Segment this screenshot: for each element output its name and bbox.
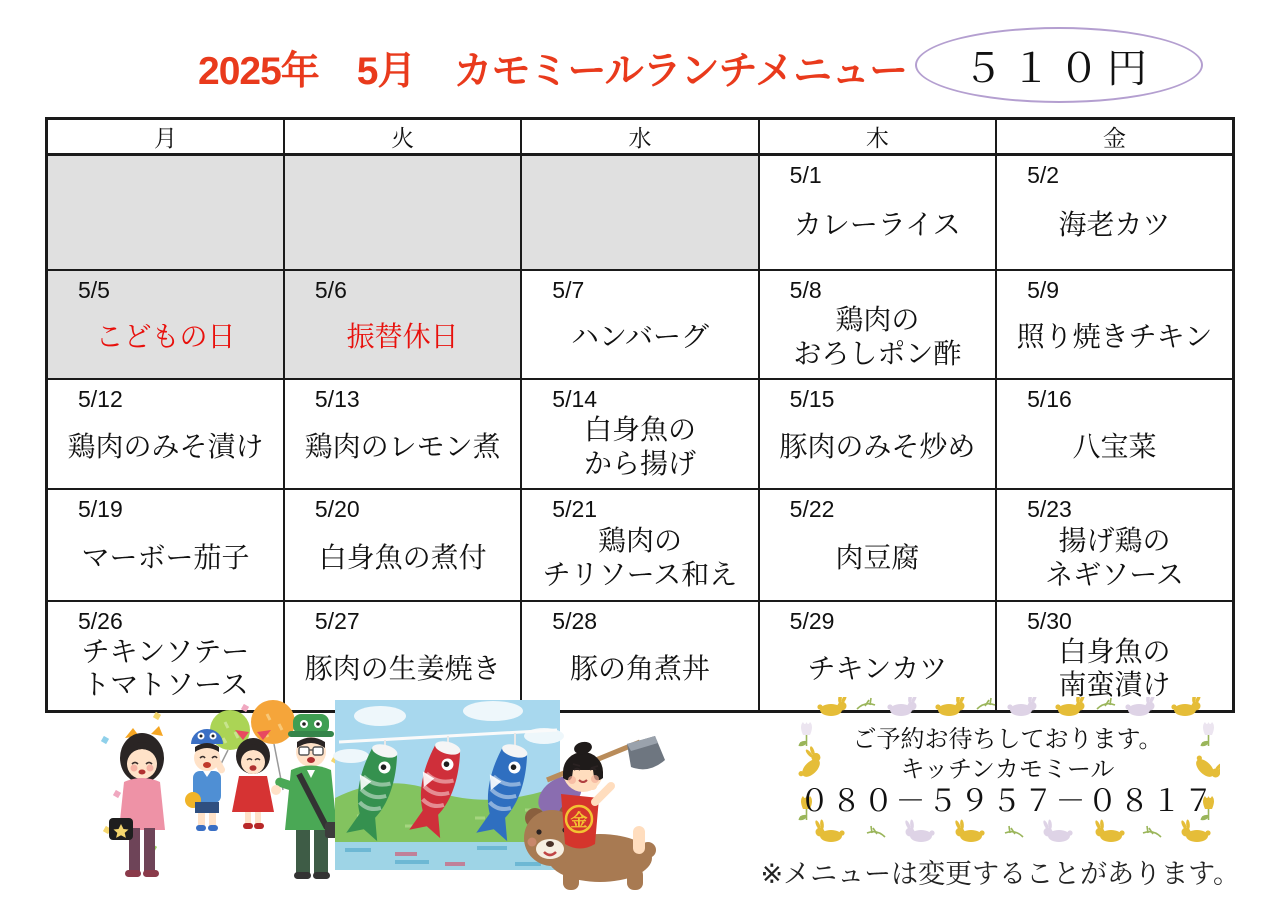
calendar-week-row [47, 270, 1234, 379]
cell-date: 5/13 [314, 386, 360, 413]
calendar-cell [996, 379, 1233, 489]
menu-line: 白身魚の [583, 414, 696, 446]
cell-date: 5/7 [552, 277, 585, 303]
day-header-cell: 金 [996, 119, 1233, 155]
cell-date: 5/12 [78, 386, 123, 413]
calendar-cell [996, 155, 1233, 271]
calendar-cell-empty [284, 155, 521, 271]
cell-menu [48, 303, 283, 378]
menu-line: チキンカツ [807, 652, 948, 684]
cell-menu [997, 303, 1232, 378]
cell-date: 5/22 [789, 496, 835, 523]
day-header-row [47, 119, 1234, 155]
menu-line: 振替休日 [346, 321, 459, 353]
day-header-cell: 月 [47, 119, 284, 155]
cell-menu [760, 303, 995, 378]
calendar-cell [521, 489, 758, 601]
menu-line: 八宝菜 [1072, 430, 1157, 462]
calendar-cell-empty [521, 155, 758, 271]
calendar-cell [47, 379, 284, 489]
calendar-cell [759, 270, 996, 379]
calendar-cell [759, 155, 996, 271]
cell-date: 5/27 [314, 608, 360, 635]
menu-line: から揚げ [583, 447, 696, 479]
menu-line: カレーライス [793, 208, 961, 240]
page-title: 2025年 5月 カモミールランチメニュー [198, 50, 908, 93]
menu-line: 豚の角煮丼 [569, 652, 710, 684]
calendar-cell [521, 601, 758, 711]
cell-date: 5/2 [1027, 162, 1060, 188]
menu-line: 豚肉の生姜焼き [304, 652, 501, 684]
reservation-message: ご予約お待ちしております。 [852, 725, 1163, 753]
menu-line: 揚げ鶏の [1058, 525, 1171, 557]
price-badge: ５１０円 [915, 27, 1203, 103]
mother-figure [109, 726, 165, 877]
day-header-cell: 水 [521, 119, 758, 155]
cell-date: 5/21 [552, 496, 598, 523]
cell-date: 5/14 [552, 386, 598, 413]
cell-menu [760, 188, 995, 269]
calendar-cell [521, 379, 758, 489]
cell-date: 5/23 [1027, 496, 1072, 523]
cell-menu [48, 523, 283, 601]
cell-menu [997, 188, 1232, 269]
menu-line: 豚肉のみそ炒め [779, 430, 976, 462]
calendar-cell [284, 489, 521, 601]
calendar-cell [759, 379, 996, 489]
cell-date: 5/6 [314, 277, 347, 303]
day-header-cell: 木 [759, 119, 996, 155]
calendar-cell [521, 270, 758, 379]
cell-menu [522, 303, 757, 378]
menu-line: チキンソテー [81, 635, 250, 667]
calendar-cell [47, 601, 284, 711]
cell-menu [760, 413, 995, 489]
calendar-cell [996, 601, 1233, 711]
cell-date: 5/26 [78, 608, 123, 635]
cell-menu [522, 413, 757, 489]
menu-line: こどもの日 [95, 321, 236, 353]
cell-date: 5/8 [789, 277, 822, 303]
cell-date: 5/28 [552, 608, 598, 635]
calendar-cell [47, 489, 284, 601]
cell-menu [48, 413, 283, 489]
calendar-cell [996, 489, 1233, 601]
lunch-menu-calendar [45, 117, 1235, 713]
menu-line: 海老カツ [1058, 208, 1171, 240]
calendar-week-row [47, 155, 1234, 271]
calendar-cell-empty [47, 155, 284, 271]
menu-line: ネギソース [1045, 558, 1184, 590]
childrens-day-illustration [95, 698, 695, 898]
calendar-cell [47, 270, 284, 379]
menu-change-note: ※メニューは変更することがあります。 [760, 859, 1240, 889]
menu-line: 鶏肉の [835, 304, 920, 336]
shop-name: キッチンカモミール [900, 755, 1115, 783]
phone-number: ０８０－５９５７－０８１７ [799, 784, 1216, 818]
calendar-cell [284, 601, 521, 711]
cell-date: 5/29 [789, 608, 835, 635]
cell-date: 5/20 [314, 496, 360, 523]
menu-line: 鶏肉のレモン煮 [304, 430, 501, 462]
cell-menu [760, 523, 995, 601]
calendar-cell [759, 489, 996, 601]
menu-line: 白身魚の [1058, 635, 1171, 667]
calendar-cell [284, 379, 521, 489]
menu-line: 鶏肉のみそ漬け [67, 430, 264, 462]
cell-menu [997, 413, 1232, 489]
calendar-week-row [47, 489, 1234, 601]
cell-date: 5/1 [789, 162, 822, 188]
cell-menu [522, 523, 757, 601]
menu-line: ハンバーグ [570, 321, 709, 353]
calendar-cell [759, 601, 996, 711]
cell-menu [285, 303, 520, 378]
cell-date: 5/5 [78, 277, 110, 303]
cell-date: 5/15 [789, 386, 835, 413]
menu-line: 南蛮漬け [1058, 669, 1171, 701]
menu-line: チリソース和え [542, 558, 738, 590]
calendar-cell [996, 270, 1233, 379]
menu-line: 鶏肉の [597, 525, 682, 557]
kintaro-emblem-text: 金 [570, 811, 588, 830]
menu-line: マーボー茄子 [81, 541, 250, 573]
cell-date: 5/9 [1027, 277, 1060, 303]
calendar-cell [284, 270, 521, 379]
day-header-cell: 火 [284, 119, 521, 155]
menu-line: 照り焼きチキン [1016, 321, 1213, 353]
calendar-week-row [47, 379, 1234, 489]
menu-line: トマトソース [82, 669, 249, 701]
cell-date: 5/16 [1027, 386, 1072, 413]
cell-date: 5/19 [78, 496, 123, 523]
cell-menu [285, 523, 520, 601]
calendar-week-row [47, 601, 1234, 711]
contact-box [795, 697, 1220, 842]
cell-menu [285, 413, 520, 489]
family-illustration [101, 700, 339, 879]
menu-line: 肉豆腐 [835, 541, 920, 573]
cell-date: 5/30 [1027, 608, 1072, 635]
cell-menu [997, 523, 1232, 601]
menu-line: おろしポン酢 [793, 337, 962, 369]
menu-line: 白身魚の煮付 [318, 541, 487, 573]
